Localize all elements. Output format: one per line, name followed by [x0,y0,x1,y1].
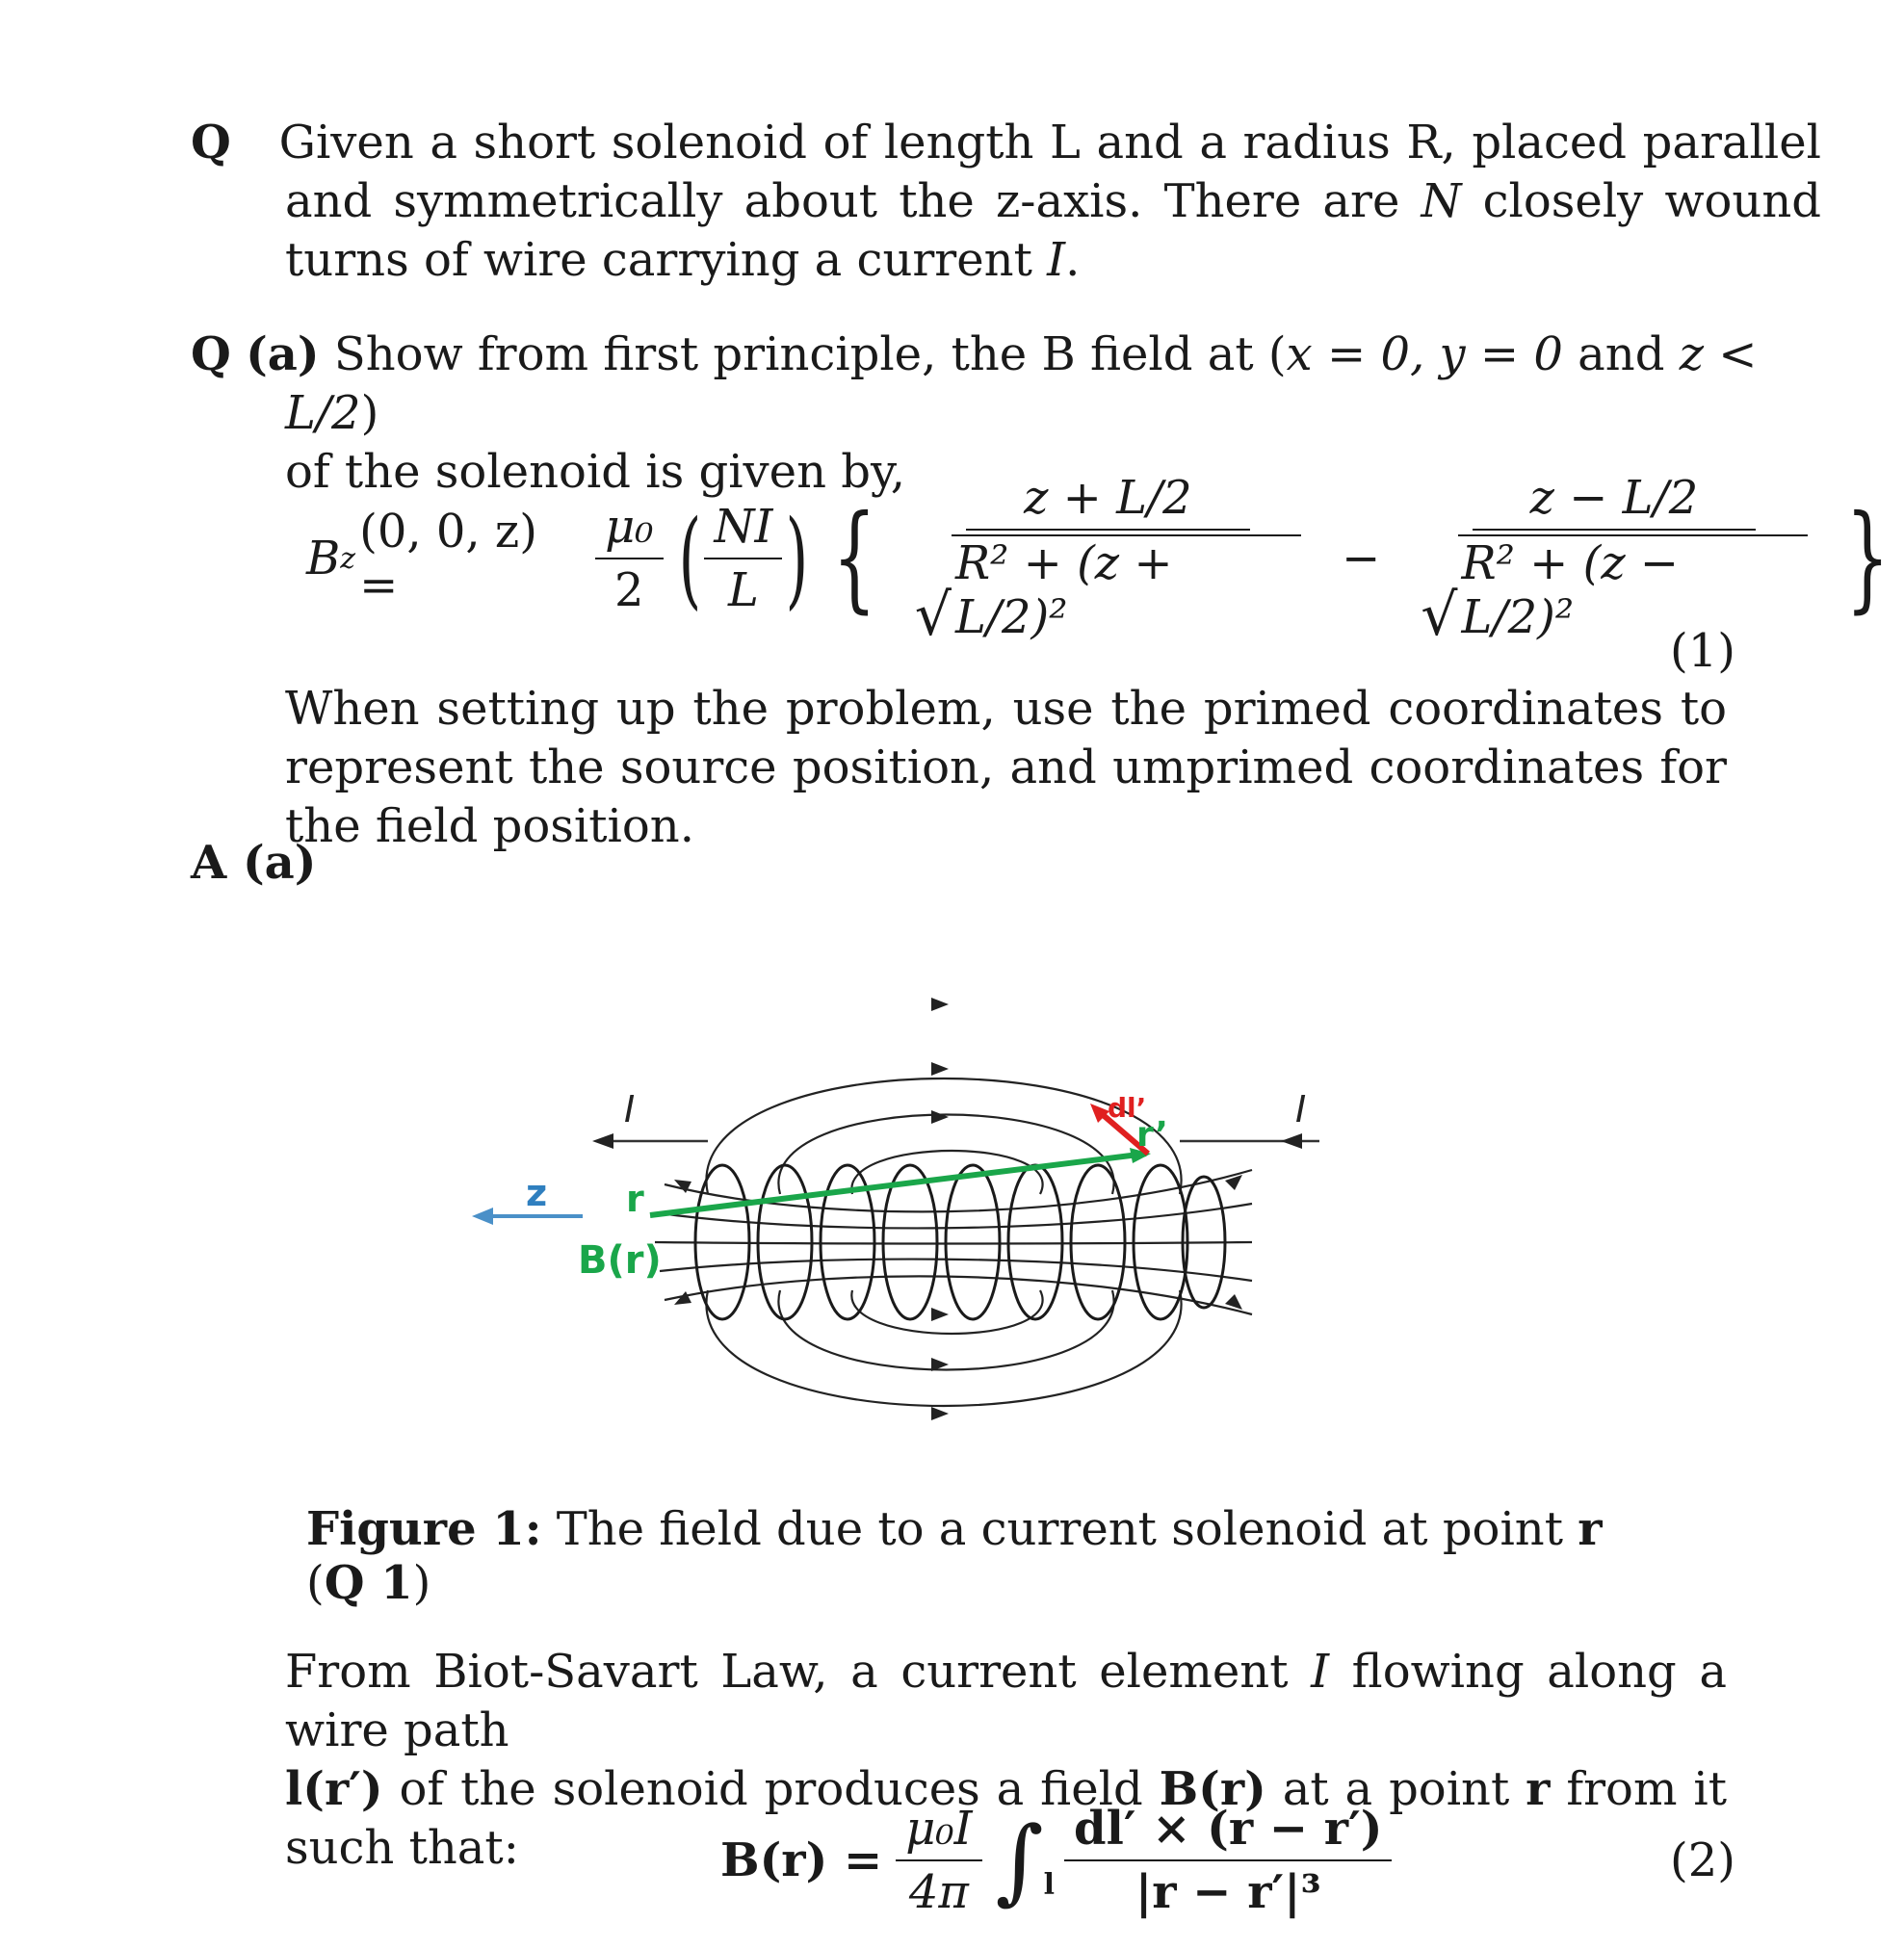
eq1-mu-frac [595,500,663,617]
eq2-integral-icon: ∫ [995,1806,1044,1914]
question-label: Q [191,116,231,169]
caption-label: Figure 1: [306,1502,542,1556]
biot-text-e: from it such that: [285,1762,1728,1875]
eq2-int-den: |r − r′|³ [1135,1865,1321,1919]
eq1-ni-den: L [728,563,759,617]
biot-text-a: From Biot-Savart Law, a current element [285,1645,1312,1699]
eq1-mu-den: 2 [614,563,644,617]
eq1-lbrace: { [832,491,877,625]
eq1-t2-den: R² + (z − L/2)² [1458,534,1808,644]
eq2-int-sub: l [1043,1867,1056,1902]
intro-text-c: . [1065,233,1081,287]
eq1-lhs: B [306,532,341,585]
eq1-t1-den-wrap [905,531,1311,649]
current-arrow-left [592,1133,613,1149]
label-z: z [526,1172,548,1214]
biot-text-c: of the solenoid produces a field [382,1762,1160,1816]
answer-label: A (a) [191,836,317,890]
qa-text-a: Show from first principle, the B field at ( [319,327,1287,381]
eq1-ni-num: NI [704,500,782,559]
intro-text-a: Given a short solenoid of length L and a radius R, placed parallel and symmetrically about the z-axis. There are [278,116,1821,228]
field-line-top-mid [778,1115,1113,1195]
label-I-right: I [1295,1088,1307,1130]
eq1-minus: − [1342,532,1381,585]
qa-text-c: ) [360,386,379,440]
qa-cond2: z < L/2 [285,327,1758,440]
current-arrow-right [1281,1133,1302,1149]
eq1-t1-den: R² + (z + L/2)² [952,534,1301,644]
eq2-int-num: dl′ × (r − r′) [1064,1802,1392,1861]
equation-1-number: (1) [1670,624,1735,678]
label-Br: B(r) [578,1238,662,1283]
label-dl: dl’ [1108,1092,1147,1124]
eq1-lhs-sub: z [340,541,356,576]
caption-text-b: ( [306,1556,325,1610]
intro-N: N [1421,174,1462,228]
equation-2-number: (2) [1670,1833,1735,1887]
question-intro [191,114,1821,290]
biot-l-path: l(r′) [285,1762,383,1816]
eq1-lparen: ( [678,497,701,620]
eq1-ni-frac [704,500,782,617]
setup-note: When setting up the problem, use the primed coordinates to represent the source position, and umprimed coordinates for the field position. [285,682,1727,853]
qa-line2: of the solenoid is given by, [285,445,905,499]
biot-I: I [1311,1645,1330,1699]
caption-text-c: ) [412,1556,431,1610]
eq2-integrand [1064,1802,1392,1919]
field-line-bot-outer [706,1290,1181,1406]
field-line-bot-inner [851,1290,1042,1334]
sqrt-icon: √ [914,582,952,649]
eq1-rparen: ) [786,497,809,620]
eq1-t2-num: z − L/2 [1473,471,1757,531]
z-arrowhead [472,1208,493,1225]
label-I-left: I [624,1088,636,1130]
eq2-lhs: B(r) = [720,1833,883,1887]
intro-text-b: closely wound turns of wire carrying a current [285,174,1821,287]
equation-2 [720,1793,1397,1928]
sqrt-icon: √ [1421,582,1458,649]
label-r: r [626,1178,644,1220]
eq1-t1-num: z + L/2 [966,471,1250,531]
eq1-term2 [1411,471,1816,649]
r-vector [650,1154,1146,1215]
eq1-mu-num: μ₀ [595,500,663,559]
eq2-coef [896,1802,981,1919]
eq2-coef-den: 4π [908,1865,969,1919]
caption-text-a: The field due to a current solenoid at point [541,1502,1578,1556]
eq1-t2-den-wrap [1411,531,1816,649]
biot-text-d: at a point [1265,1762,1526,1816]
question-a-label: Q [191,327,231,381]
intro-I: I [1047,233,1066,287]
eq1-term1 [905,471,1311,649]
biot-text-b: flowing along a wire path [285,1645,1727,1757]
figure-caption [306,1502,1655,1610]
biot-B: B(r) [1159,1762,1266,1816]
eq1-lhs-args: (0, 0, z) = [359,505,537,612]
interior-line [655,1242,1252,1244]
qa-text-b: and [1562,327,1680,381]
qa-cond: x = 0, y = 0 [1286,327,1563,381]
solenoid-figure [0,982,1904,1521]
label-rprime: r’ [1136,1115,1168,1155]
caption-r: r [1578,1502,1603,1556]
caption-q1: Q 1 [324,1556,413,1610]
eq2-coef-num: μ₀I [896,1802,981,1861]
question-a-part: (a) [246,327,320,381]
field-line-bot-mid [778,1290,1113,1370]
biot-r: r [1526,1762,1551,1816]
eq1-rbrace: } [1844,491,1890,625]
